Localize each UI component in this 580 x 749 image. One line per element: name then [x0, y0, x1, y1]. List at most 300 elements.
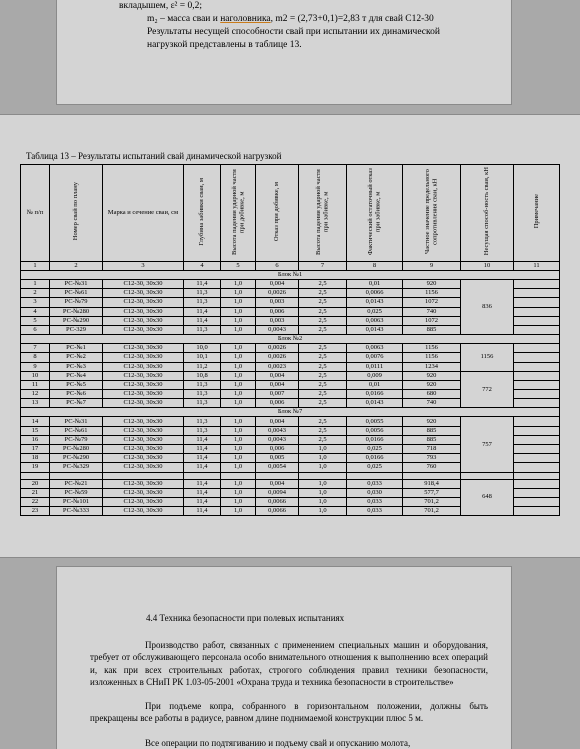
table-cell: 0,01 — [347, 280, 403, 289]
table-cell: 2 — [21, 289, 50, 298]
table-cell: РС-№280 — [50, 445, 103, 454]
column-header — [103, 165, 184, 262]
table-cell: 10,8 — [184, 371, 221, 380]
table-cell: 0,0094 — [256, 488, 299, 497]
table-cell: 11,3 — [184, 298, 221, 307]
table-cell: 17 — [21, 445, 50, 454]
table-cell: 0,030 — [347, 488, 403, 497]
table-cell: 0,0043 — [256, 435, 299, 444]
table-cell: 0,006 — [256, 399, 299, 408]
table-cell: 885 — [403, 435, 461, 444]
table-cell: 2,5 — [299, 344, 347, 353]
column-header — [21, 165, 50, 262]
table-cell: 2,5 — [299, 280, 347, 289]
table-cell: 1,0 — [299, 463, 347, 472]
note-cell — [514, 399, 560, 408]
block-title-row — [21, 271, 560, 280]
table-cell: 1,0 — [221, 289, 256, 298]
table-cell: 1,0 — [221, 507, 256, 516]
table-cell: 0,0143 — [347, 298, 403, 307]
table-cell: 1,0 — [221, 325, 256, 334]
table-cell: 0,0066 — [256, 507, 299, 516]
column-number: 6 — [256, 262, 299, 271]
table-cell: РС-№333 — [50, 507, 103, 516]
table-cell: 6 — [21, 325, 50, 334]
table-cell: 2,5 — [299, 353, 347, 362]
table-cell: С12-30, 30х30 — [103, 454, 184, 463]
table-caption: Таблица 13 – Результаты испытаний свай динамической нагрузкой — [26, 151, 282, 161]
text-line: Результаты несущей способности свай при испытании их динамической — [147, 27, 440, 37]
column-header — [184, 165, 221, 262]
table-cell: 0,004 — [256, 479, 299, 488]
column-number: 1 — [21, 262, 50, 271]
table-cell: 11,4 — [184, 307, 221, 316]
table-cell: 15 — [21, 426, 50, 435]
table-cell: 14 — [21, 417, 50, 426]
table-cell: С12-30, 30х30 — [103, 390, 184, 399]
spacer-cell — [461, 472, 514, 479]
column-header-label: Глубина забивки сваи, м — [198, 177, 206, 246]
block-title: Блок №2 — [21, 335, 560, 344]
text-line: вкладышем, ε² = 0,2; — [119, 1, 203, 11]
table-cell: 1,0 — [221, 344, 256, 353]
spacer-cell — [50, 472, 103, 479]
table-cell: 1,0 — [221, 454, 256, 463]
table-cell: 0,0166 — [347, 435, 403, 444]
column-number-row — [21, 262, 560, 271]
column-header-label: Марка и сечение сваи, см — [107, 209, 179, 216]
column-header — [50, 165, 103, 262]
column-header — [403, 165, 461, 262]
table-cell: РС-№290 — [50, 454, 103, 463]
column-number: 11 — [514, 262, 560, 271]
table-cell: 2,5 — [299, 399, 347, 408]
column-header — [299, 165, 347, 262]
table-cell: 11,4 — [184, 316, 221, 325]
table-cell: С12-30, 30х30 — [103, 497, 184, 506]
table-cell: 920 — [403, 380, 461, 389]
table-cell: 1,0 — [221, 497, 256, 506]
table-cell: 11,3 — [184, 289, 221, 298]
table-cell: 9 — [21, 362, 50, 371]
table-cell: РС-№101 — [50, 497, 103, 506]
spacer-cell — [403, 472, 461, 479]
text-line: нагрузкой представлены в таблице 13. — [147, 40, 302, 50]
table-cell: 2,5 — [299, 289, 347, 298]
column-header-label: № п/п — [26, 209, 44, 216]
table-cell: РС-№329 — [50, 463, 103, 472]
table-cell: 11,4 — [184, 454, 221, 463]
note-cell — [514, 353, 560, 362]
capacity-cell: 757 — [461, 417, 514, 472]
note-cell — [514, 380, 560, 389]
block-title: Блок №7 — [21, 408, 560, 417]
table-cell: 18 — [21, 454, 50, 463]
table-cell: 1 — [21, 280, 50, 289]
table-cell: С12-30, 30х30 — [103, 362, 184, 371]
table-cell: 920 — [403, 417, 461, 426]
table-cell: 0,0043 — [256, 325, 299, 334]
table-cell: РС-№6 — [50, 390, 103, 399]
table-cell: 701,2 — [403, 497, 461, 506]
table-cell: 2,5 — [299, 307, 347, 316]
table-cell: 1,0 — [221, 362, 256, 371]
table-cell: 5 — [21, 316, 50, 325]
column-number: 5 — [221, 262, 256, 271]
table-cell: 11,3 — [184, 390, 221, 399]
table-cell: РС-№4 — [50, 371, 103, 380]
table-cell: 1,0 — [299, 445, 347, 454]
table-cell: 11 — [21, 380, 50, 389]
table-cell: 0,0063 — [347, 316, 403, 325]
note-cell — [514, 445, 560, 454]
table-cell: 0,025 — [347, 463, 403, 472]
table-cell: 0,0026 — [256, 289, 299, 298]
column-header — [221, 165, 256, 262]
section-title: 4.4 Техника безопасности при полевых испытаниях — [146, 613, 345, 623]
table-cell: 11,4 — [184, 488, 221, 497]
table-cell: 701,2 — [403, 507, 461, 516]
spacer-cell — [221, 472, 256, 479]
capacity-cell: 772 — [461, 371, 514, 408]
table-cell: 2,5 — [299, 435, 347, 444]
table-cell: 0,0166 — [347, 454, 403, 463]
table-cell: 11,4 — [184, 463, 221, 472]
spellcheck-word: наголовника — [220, 14, 271, 24]
table-cell: РС-№61 — [50, 289, 103, 298]
table-cell: С12-30, 30х30 — [103, 435, 184, 444]
table-cell: 1,0 — [221, 280, 256, 289]
table-cell: 920 — [403, 280, 461, 289]
spacer-cell — [347, 472, 403, 479]
column-header-label: Примечание — [532, 194, 540, 229]
column-number: 9 — [403, 262, 461, 271]
table-cell: 2,5 — [299, 371, 347, 380]
table-cell: РС-№7 — [50, 399, 103, 408]
table-cell: РС-№280 — [50, 307, 103, 316]
table-cell: РС-329 — [50, 325, 103, 334]
table-cell: РС-№31 — [50, 280, 103, 289]
table-cell: 11,3 — [184, 325, 221, 334]
table-cell: 1,0 — [221, 435, 256, 444]
note-cell — [514, 426, 560, 435]
table-cell: 1,0 — [221, 479, 256, 488]
table-cell: 740 — [403, 399, 461, 408]
table-cell: 11,3 — [184, 380, 221, 389]
spacer-cell — [103, 472, 184, 479]
table-cell: 0,0063 — [347, 344, 403, 353]
table-cell: 1156 — [403, 344, 461, 353]
table-cell: С12-30, 30х30 — [103, 371, 184, 380]
note-cell — [514, 463, 560, 472]
table-cell: 11,3 — [184, 399, 221, 408]
table-cell: 918,4 — [403, 479, 461, 488]
table-cell: 1,0 — [299, 488, 347, 497]
note-cell — [514, 417, 560, 426]
note-cell — [514, 280, 560, 289]
table-cell: 0,0066 — [347, 289, 403, 298]
table-row — [21, 280, 560, 289]
table-cell: 1072 — [403, 316, 461, 325]
table-cell: 0,025 — [347, 307, 403, 316]
table-cell: С12-30, 30х30 — [103, 380, 184, 389]
table-cell: 0,025 — [347, 445, 403, 454]
table-cell: РС-№79 — [50, 435, 103, 444]
table-cell: 0,0143 — [347, 325, 403, 334]
table-cell: 2,5 — [299, 325, 347, 334]
block-title-row — [21, 472, 560, 479]
table-cell: 0,033 — [347, 507, 403, 516]
table-cell: 1,0 — [221, 298, 256, 307]
table-cell: 0,0166 — [347, 390, 403, 399]
table-cell: С12-30, 30х30 — [103, 479, 184, 488]
note-cell — [514, 454, 560, 463]
table-cell: РС-№79 — [50, 298, 103, 307]
table-cell: 885 — [403, 325, 461, 334]
table-cell: РС-№21 — [50, 479, 103, 488]
column-header — [461, 165, 514, 262]
table-cell: 10,1 — [184, 353, 221, 362]
table-cell: 11,4 — [184, 435, 221, 444]
table-cell: 1,0 — [299, 479, 347, 488]
table-row — [21, 344, 560, 353]
table-cell: 11,4 — [184, 497, 221, 506]
column-number: 3 — [103, 262, 184, 271]
table-cell: 0,004 — [256, 380, 299, 389]
table-cell: 12 — [21, 390, 50, 399]
table-cell: 0,0066 — [256, 497, 299, 506]
table-cell: 1,0 — [299, 497, 347, 506]
table-cell: 10 — [21, 371, 50, 380]
spacer-cell — [184, 472, 221, 479]
table-cell: 0,0056 — [347, 426, 403, 435]
table-cell: С12-30, 30х30 — [103, 488, 184, 497]
table-cell: 0,0026 — [256, 353, 299, 362]
note-cell — [514, 362, 560, 371]
note-cell — [514, 479, 560, 488]
table-cell: 0,0055 — [347, 417, 403, 426]
table-cell: 2,5 — [299, 362, 347, 371]
note-cell — [514, 307, 560, 316]
capacity-cell: 648 — [461, 479, 514, 516]
table-cell: 1,0 — [221, 316, 256, 325]
table-cell: 10,0 — [184, 344, 221, 353]
table-cell: 0,006 — [256, 307, 299, 316]
table-cell: РС-№1 — [50, 344, 103, 353]
table-cell: 11,4 — [184, 445, 221, 454]
column-header — [256, 165, 299, 262]
table-cell: 7 — [21, 344, 50, 353]
column-header-label: Высота падения ударной части при добивке, м — [230, 168, 245, 255]
table-cell: 2,5 — [299, 417, 347, 426]
paragraph: Производство работ, связанных с применением специальных машин и оборудования, требует от обслуживающего персонала особо внимательного отношения к выполнению всех операций и, как при всех строительных работах, строгого соблюдения правил техники безопасности, изложенных в СНиП РК 1.03-05-2001 «Охрана труда и техника безопасности в строительстве» — [90, 640, 488, 688]
table-cell: С12-30, 30х30 — [103, 463, 184, 472]
table-row — [21, 479, 560, 488]
column-number: 7 — [299, 262, 347, 271]
table-cell: С12-30, 30х30 — [103, 298, 184, 307]
table-cell: 8 — [21, 353, 50, 362]
spacer-cell — [21, 472, 50, 479]
column-header-label: Фактический остаточный отказ при забивке, м — [367, 168, 382, 255]
table-cell: 4 — [21, 307, 50, 316]
table-cell: 1156 — [403, 289, 461, 298]
table-cell: С12-30, 30х30 — [103, 426, 184, 435]
table-cell: 740 — [403, 307, 461, 316]
table-cell: 680 — [403, 390, 461, 399]
column-header-label: Частное значение предельного сопротивления сваи, кН — [424, 169, 439, 254]
column-number: 8 — [347, 262, 403, 271]
table-row — [21, 371, 560, 380]
note-cell — [514, 435, 560, 444]
table-cell: 1,0 — [221, 307, 256, 316]
table-cell: 760 — [403, 463, 461, 472]
column-header-label: Несущая способ-ность сваи, кН — [483, 167, 491, 256]
table-cell: 11,4 — [184, 280, 221, 289]
note-cell — [514, 488, 560, 497]
capacity-cell: 1156 — [461, 344, 514, 372]
table-cell: С12-30, 30х30 — [103, 316, 184, 325]
table-cell: С12-30, 30х30 — [103, 399, 184, 408]
table-cell: 1,0 — [221, 399, 256, 408]
table-cell: 22 — [21, 497, 50, 506]
table-cell: С12-30, 30х30 — [103, 353, 184, 362]
table-cell: 16 — [21, 435, 50, 444]
table-cell: 1234 — [403, 362, 461, 371]
column-header-label: Номер свай по плану — [72, 182, 80, 241]
table-cell: 0,0023 — [256, 362, 299, 371]
table-cell: РС-№2 — [50, 353, 103, 362]
table-cell: 0,0043 — [256, 426, 299, 435]
table-cell: 0,0111 — [347, 362, 403, 371]
table-cell: 718 — [403, 445, 461, 454]
table-cell: 2,5 — [299, 426, 347, 435]
table-cell: 1156 — [403, 353, 461, 362]
table-cell: РС-№61 — [50, 426, 103, 435]
results-table — [20, 164, 560, 516]
note-cell — [514, 289, 560, 298]
table-cell: 1,0 — [221, 353, 256, 362]
paragraph: Все операции по подтягиванию и подъему свай и опусканию молота, — [145, 738, 411, 748]
table-cell: РС-№290 — [50, 316, 103, 325]
table-cell: 1,0 — [221, 417, 256, 426]
column-number: 10 — [461, 262, 514, 271]
table-cell: 1,0 — [221, 426, 256, 435]
table-cell: 0,01 — [347, 380, 403, 389]
table-cell: 1,0 — [221, 488, 256, 497]
table-cell: 0,003 — [256, 298, 299, 307]
table-cell: 3 — [21, 298, 50, 307]
table-cell: 0,033 — [347, 479, 403, 488]
table-cell: С12-30, 30х30 — [103, 445, 184, 454]
column-number: 4 — [184, 262, 221, 271]
paragraph: При подъеме копра, собранного в горизонтальном положении, должны быть прекращены все работы в радиусе, равном длине поднимаемой конструкции плюс 5 м. — [90, 701, 488, 724]
table-cell: 0,0054 — [256, 463, 299, 472]
table-cell: 13 — [21, 399, 50, 408]
column-number: 2 — [50, 262, 103, 271]
note-cell — [514, 390, 560, 399]
note-cell — [514, 371, 560, 380]
table-cell: 0,0076 — [347, 353, 403, 362]
table-cell: 793 — [403, 454, 461, 463]
spacer-cell — [256, 472, 299, 479]
table-cell: 0,004 — [256, 371, 299, 380]
table-cell: 0,0143 — [347, 399, 403, 408]
table-cell: 11,4 — [184, 507, 221, 516]
table-cell: 1072 — [403, 298, 461, 307]
table-cell: С12-30, 30х30 — [103, 289, 184, 298]
table-cell: С12-30, 30х30 — [103, 280, 184, 289]
text-line — [147, 13, 434, 26]
table-cell: 1,0 — [221, 463, 256, 472]
column-header — [514, 165, 560, 262]
table-cell: РС-№59 — [50, 488, 103, 497]
table-cell: 20 — [21, 479, 50, 488]
table-cell: 11,2 — [184, 362, 221, 371]
table-cell: С12-30, 30х30 — [103, 325, 184, 334]
text-segment: , m2 = (2,73+0,1)=2,83 т для свай С12-30 — [270, 14, 434, 24]
table-cell: 19 — [21, 463, 50, 472]
table-cell: 1,0 — [221, 380, 256, 389]
table-cell: 1,0 — [299, 454, 347, 463]
table-cell: РС-№5 — [50, 380, 103, 389]
table-cell: 1,0 — [221, 445, 256, 454]
table-cell: 0,004 — [256, 280, 299, 289]
table-cell: 885 — [403, 426, 461, 435]
column-header-label: Высота падения ударной части при забивке, м — [315, 168, 330, 255]
text-segment: m₂ – масса сваи и — [147, 14, 221, 24]
table-cell: 21 — [21, 488, 50, 497]
column-header-label: Отказ при добивке, м — [273, 181, 281, 242]
table-cell: 0,0026 — [256, 344, 299, 353]
table-row — [21, 417, 560, 426]
note-cell — [514, 344, 560, 353]
table-cell: 0,006 — [256, 445, 299, 454]
table-cell: 0,003 — [256, 316, 299, 325]
table-cell: 2,5 — [299, 390, 347, 399]
spacer-cell — [514, 472, 560, 479]
table-cell: 0,007 — [256, 390, 299, 399]
table-cell: 1,0 — [221, 371, 256, 380]
table-cell: 0,009 — [347, 371, 403, 380]
block-title: Блок №1 — [21, 271, 560, 280]
table-cell: 1,0 — [221, 390, 256, 399]
note-cell — [514, 497, 560, 506]
table-cell: 2,5 — [299, 380, 347, 389]
document-page-top — [56, 0, 512, 105]
block-title-row — [21, 335, 560, 344]
table-cell: 23 — [21, 507, 50, 516]
table-cell: 0,005 — [256, 454, 299, 463]
column-header — [347, 165, 403, 262]
note-cell — [514, 325, 560, 334]
table-cell: 1,0 — [299, 507, 347, 516]
table-cell: 11,3 — [184, 426, 221, 435]
spacer-cell — [299, 472, 347, 479]
note-cell — [514, 316, 560, 325]
table-cell: 11,3 — [184, 417, 221, 426]
table-header-row — [21, 165, 560, 262]
table-cell: С12-30, 30х30 — [103, 507, 184, 516]
table-cell: 11,4 — [184, 479, 221, 488]
table-cell: С12-30, 30х30 — [103, 307, 184, 316]
block-title-row — [21, 408, 560, 417]
table-cell: 0,033 — [347, 497, 403, 506]
table-cell: РС-№31 — [50, 417, 103, 426]
table-cell: 2,5 — [299, 316, 347, 325]
note-cell — [514, 298, 560, 307]
table-cell: 577,7 — [403, 488, 461, 497]
capacity-cell: 836 — [461, 280, 514, 335]
